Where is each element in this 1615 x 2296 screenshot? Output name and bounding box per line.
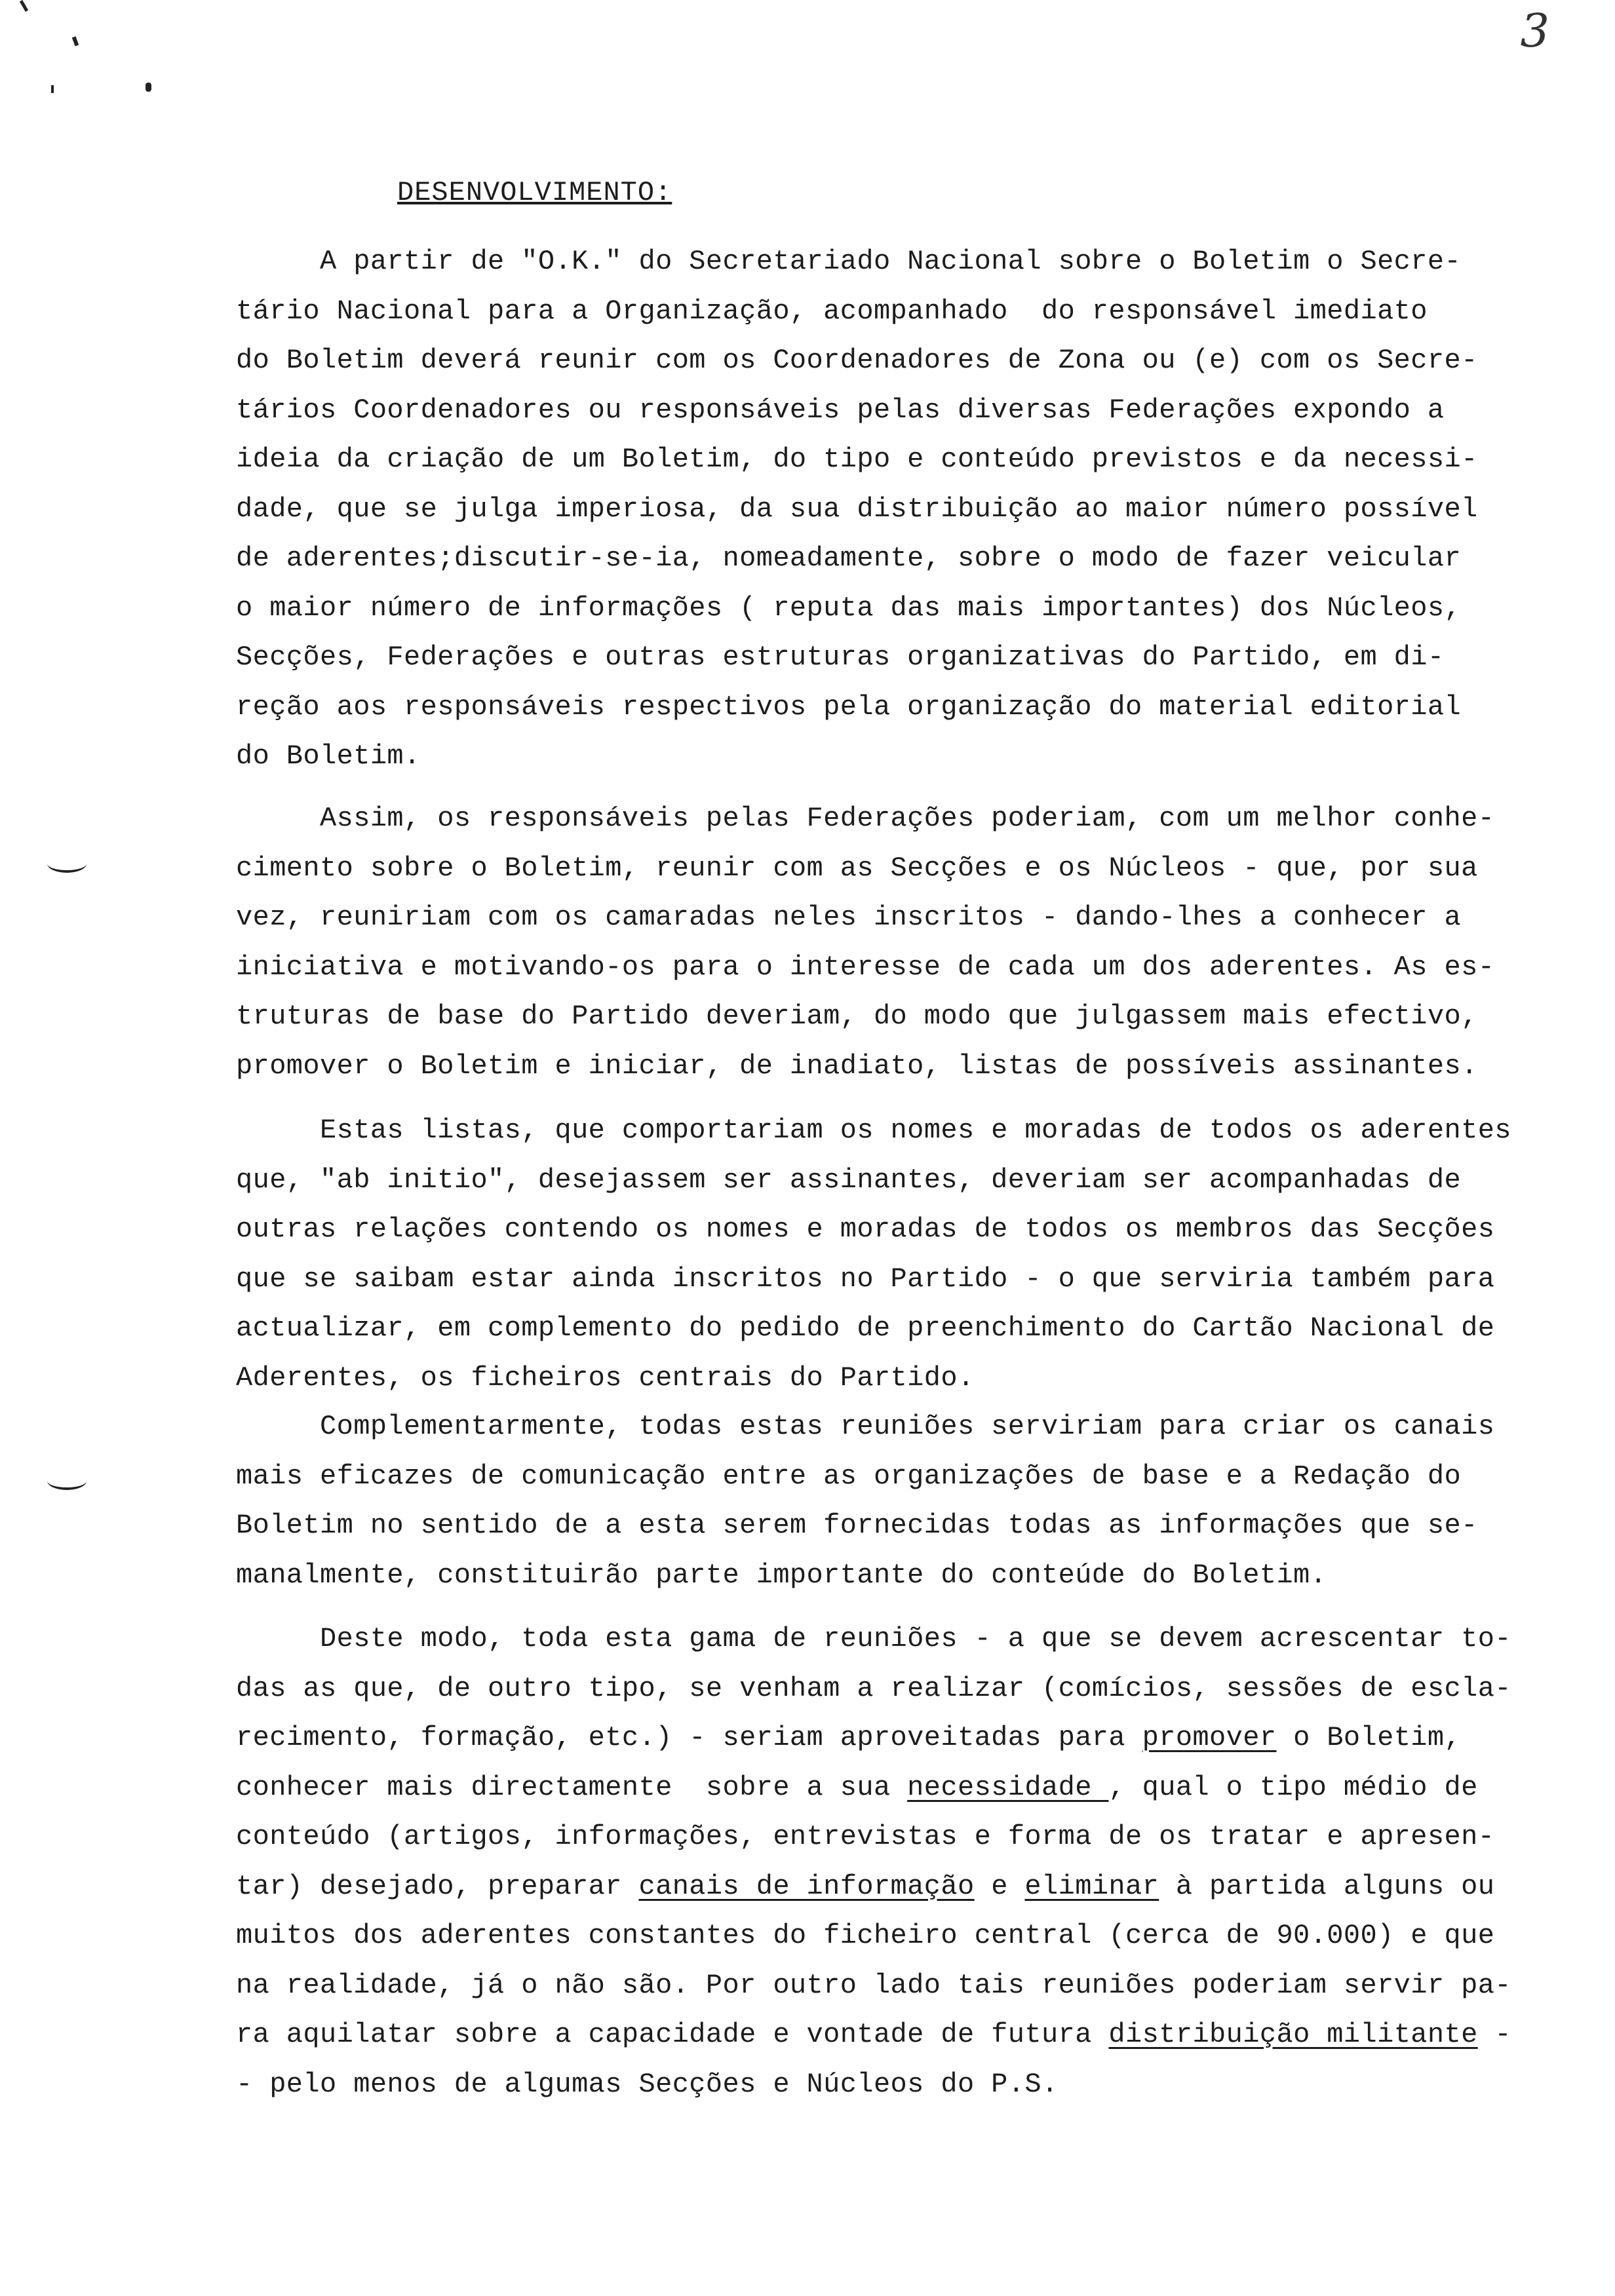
underlined-text: eliminar xyxy=(1024,1870,1159,1902)
scan-mark xyxy=(72,36,79,46)
scan-mark xyxy=(146,83,151,92)
paragraph xyxy=(236,1615,1580,2109)
text-line: tário Nacional para a Organização, acompanhado do responsável imediato xyxy=(236,295,1428,327)
underlined-text: distribuição militante xyxy=(1108,2019,1478,2050)
text-line: do Boletim deverá reunir com os Coordenadores de Zona ou (e) com os Secre- xyxy=(236,345,1478,376)
text-line: vez, reuniriam com os camaradas neles inscritos - dando-lhes a conhecer a xyxy=(236,902,1462,933)
text-line: que, "ab initio", desejassem ser assinantes, deveriam ser acompanhadas de xyxy=(236,1164,1462,1196)
text-line: Boletim no sentido de a esta serem fornecidas todas as informações que se- xyxy=(236,1510,1478,1541)
text-line: reção aos responsáveis respectivos pela organização do material editorial xyxy=(236,691,1462,723)
text-line: tar) desejado, preparar canais de informação e eliminar à partida alguns ou xyxy=(236,1870,1495,1902)
text-line: na realidade, já o não são. Por outro lado tais reuniões poderiam servir pa- xyxy=(236,1969,1511,2001)
text-line: dade, que se julga imperiosa, da sua distribuição ao maior número possível xyxy=(236,493,1478,525)
text-line: muitos dos aderentes constantes do ficheiro central (cerca de 90.000) e que xyxy=(236,1920,1495,1951)
text-line: A partir de "O.K." do Secretariado Nacional sobre o Boletim o Secre- xyxy=(236,246,1462,277)
margin-mark xyxy=(47,1472,87,1490)
underlined-text: promover xyxy=(1142,1722,1277,1753)
text-line: Estas listas, que comportariam os nomes e moradas de todos os aderentes xyxy=(236,1115,1511,1146)
text-line: das as que, de outro tipo, se venham a realizar (comícios, sessões de escla- xyxy=(236,1672,1511,1704)
text-line: outras relações contendo os nomes e moradas de todos os membros das Secções xyxy=(236,1214,1495,1245)
paragraph xyxy=(236,794,1580,1091)
underlined-text: canais de informação xyxy=(638,1870,975,1902)
section-heading: DESENVOLVIMENTO: xyxy=(397,177,672,208)
text-line: Aderentes, os ficheiros centrais do Partido. xyxy=(236,1362,975,1394)
text-line: conhecer mais directamente sobre a sua necessidade , qual o tipo médio de xyxy=(236,1771,1478,1803)
paragraph xyxy=(236,1402,1580,1600)
page-number: 3 xyxy=(1520,4,1549,58)
text-line: tários Coordenadores ou responsáveis pelas diversas Federações expondo a xyxy=(236,394,1445,426)
text-line: que se saibam estar ainda inscritos no Partido - o que serviria também para xyxy=(236,1263,1495,1295)
text-line: do Boletim. xyxy=(236,740,421,772)
text-line: - pelo menos de algumas Secções e Núcleos do P.S. xyxy=(236,2068,1059,2100)
paragraph xyxy=(236,237,1580,782)
scan-mark xyxy=(51,85,54,93)
text-line: iniciativa e motivando-os para o interesse de cada um dos aderentes. As es- xyxy=(236,951,1495,983)
paragraph xyxy=(236,1106,1580,1403)
text-line: recimento, formação, etc.) - seriam aproveitadas para promover o Boletim, xyxy=(236,1722,1462,1753)
text-line: actualizar, em complemento do pedido de preenchimento do Cartão Nacional de xyxy=(236,1312,1495,1344)
margin-mark xyxy=(47,854,87,873)
text-line: o maior número de informações ( reputa das mais importantes) dos Núcleos, xyxy=(236,592,1462,624)
text-line: promover o Boletim e iniciar, de inadiato, listas de possíveis assinantes. xyxy=(236,1050,1478,1082)
text-line: mais eficazes de comunicação entre as organizações de base e a Redação do xyxy=(236,1460,1462,1492)
text-line: Complementarmente, todas estas reuniões serviriam para criar os canais xyxy=(236,1411,1495,1442)
text-line: Secções, Federações e outras estruturas organizativas do Partido, em di- xyxy=(236,641,1445,673)
scan-mark xyxy=(20,0,28,12)
text-line: truturas de base do Partido deveriam, do modo que julgassem mais efectivo, xyxy=(236,1001,1478,1032)
text-line: Deste modo, toda esta gama de reuniões - a que se devem acrescentar to- xyxy=(236,1623,1511,1655)
text-line: cimento sobre o Boletim, reunir com as Secções e os Núcleos - que, por sua xyxy=(236,852,1478,884)
text-line: manalmente, constituirão parte importante do conteúde do Boletim. xyxy=(236,1559,1327,1591)
text-line: ra aquilatar sobre a capacidade e vontade de futura distribuição militante - xyxy=(236,2019,1511,2050)
text-line: conteúdo (artigos, informações, entrevistas e forma de os tratar e apresen- xyxy=(236,1821,1495,1852)
text-line: Assim, os responsáveis pelas Federações poderiam, com um melhor conhe- xyxy=(236,803,1495,834)
text-line: de aderentes;discutir-se-ia, nomeadamente, sobre o modo de fazer veicular xyxy=(236,543,1462,574)
text-line: ideia da criação de um Boletim, do tipo e conteúdo previstos e da necessi- xyxy=(236,444,1478,475)
underlined-text: necessidade xyxy=(907,1771,1109,1803)
